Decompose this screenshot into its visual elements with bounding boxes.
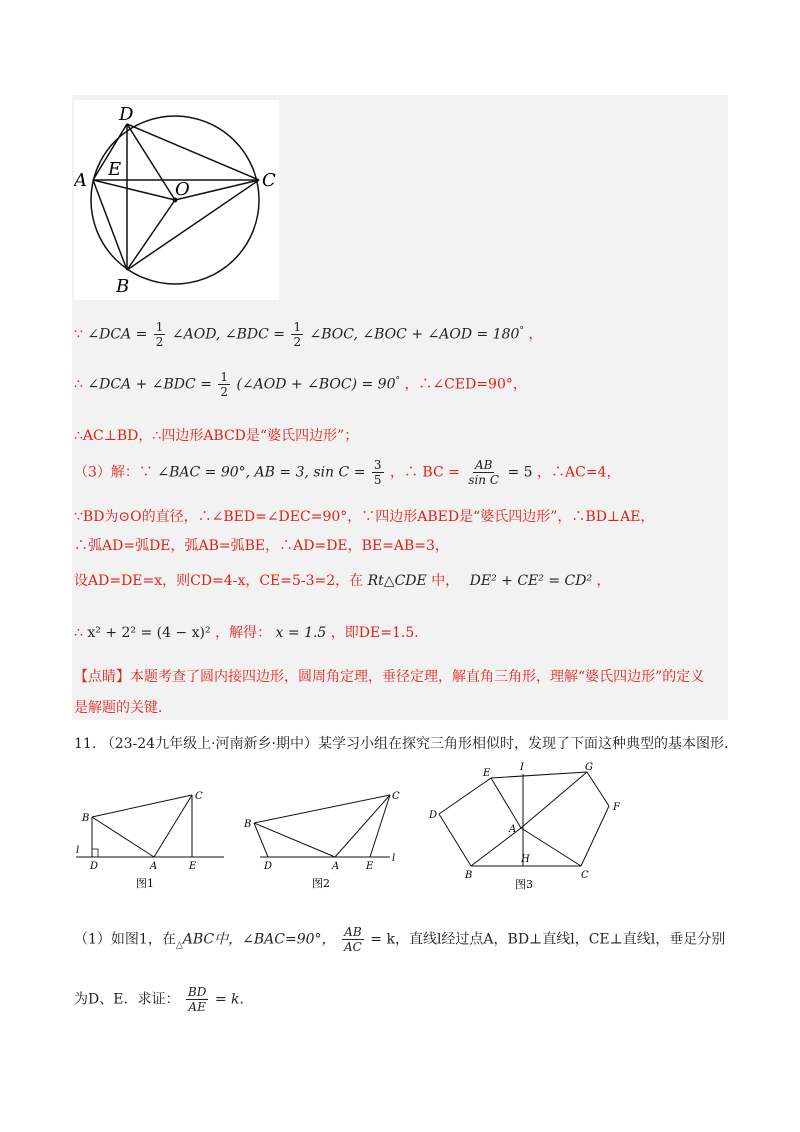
- figure-2: [240, 785, 410, 904]
- svg-text:F: F: [613, 802, 620, 813]
- solution-line-1: ∵ ∠DCA = $\frac{1}{2}$ ∠AOD, ∠BDC = $\frac{1}{2}$ ∠BOC, ∠BOC + ∠AOD = 180° ，: [74, 320, 543, 349]
- question-11-part-1-cont: 为D、E．求证： $\frac{BD}{AE}$ = k.: [74, 985, 244, 1014]
- svg-text:D: D: [90, 861, 99, 872]
- since-symbol: ∵: [74, 326, 83, 343]
- segment-ab: [93, 180, 127, 270]
- fraction-half: $\frac{1}{2}$: [155, 320, 164, 349]
- figure-3: [425, 762, 635, 901]
- figure-3-caption: 图3: [515, 878, 533, 891]
- label-d: D: [119, 104, 134, 125]
- solution-line-5: ∵BD为⊙O的直径，∴∠BED=∠DEC=90°，∵四边形ABED是“婆氏四边形”，∴BD⊥AE，: [74, 509, 655, 525]
- svg-text:l: l: [392, 853, 396, 864]
- figure-1: [72, 785, 232, 904]
- svg-text:D: D: [429, 810, 438, 821]
- svg-text:D: D: [264, 861, 273, 872]
- svg-text:C: C: [195, 791, 203, 802]
- svg-text:C: C: [392, 791, 400, 802]
- fraction-half: $\frac{1}{2}$: [293, 320, 302, 349]
- solution-line-6: ∴弧AD=弧DE，弧AB=弧BE，∴AD=DE，BE=AB=3，: [74, 538, 449, 554]
- comment-line-2: 是解题的关键．: [74, 700, 172, 716]
- label-b: B: [116, 276, 130, 297]
- segment-ao: [93, 180, 175, 200]
- figure-1-caption: 图1: [136, 877, 154, 890]
- solution-line-2: ∴ ∠DCA + ∠BDC = $\frac{1}{2}$ (∠AOD + ∠BOC) = 90° ，∴∠CED=90°，: [74, 370, 527, 399]
- formula-part: ∠DCA =: [87, 326, 148, 343]
- formula-part: ∠BOC, ∠BOC + ∠AOD = 180: [309, 326, 520, 343]
- segment-do: [127, 124, 175, 200]
- svg-text:l: l: [76, 845, 80, 856]
- svg-text:H: H: [521, 854, 530, 865]
- svg-text:G: G: [585, 762, 593, 773]
- svg-text:A: A: [509, 824, 517, 835]
- segment-dc: [127, 124, 259, 180]
- question-11-part-1: （1）如图1，在$_\triangle$ABC中，∠BAC=90°， $\frac{AB}{AC}$ = k，直线l经过点A，BD⊥直线l，CE⊥直线l，垂足分别: [74, 925, 726, 954]
- solution-line-8: ∴ x² + 2² = (4 − x)² ，解得： x = 1.5 ，即DE=1.5．: [74, 625, 429, 641]
- comment-line-1: 【点睛】本题考查了圆内接四边形，圆周角定理，垂径定理，解直角三角形，理解“婆氏四边形”的定义: [74, 669, 705, 685]
- svg-text:B: B: [82, 813, 90, 824]
- svg-text:C: C: [581, 870, 589, 881]
- circle-figure: [74, 100, 279, 300]
- fraction-half: $\frac{1}{2}$: [220, 370, 229, 399]
- svg-text:B: B: [465, 870, 473, 881]
- svg-text:A: A: [332, 861, 340, 872]
- svg-text:A: A: [150, 861, 158, 872]
- figure-2-caption: 图2: [312, 877, 330, 890]
- formula-part: ∠AOD, ∠BDC =: [171, 326, 285, 343]
- label-c: C: [262, 170, 276, 191]
- solution-line-3: ∴AC⊥BD，∴四边形ABCD是“婆氏四边形”；: [74, 428, 359, 444]
- solution-line-7: 设AD=DE=x，则CD=4-x，CE=5-3=2，在 Rt△CDE 中， DE² + CE² = CD² ，: [74, 573, 611, 589]
- solution-line-4: （3）解：∵ ∠BAC = 90°, AB = 3, sin C = $\frac{3}{5}$ ，∴ BC = $\frac{AB}{\text{sin C}}$ = 5 ，∴AC=4，: [74, 458, 621, 487]
- label-a: A: [74, 170, 87, 191]
- question-11-stem: 11. （23-24九年级上·河南新乡·期中）某学习小组在探究三角形相似时，发现了下面这种典型的基本图形．: [74, 736, 738, 752]
- svg-text:B: B: [244, 819, 252, 830]
- svg-text:E: E: [366, 861, 374, 872]
- segment-bo: [127, 200, 175, 270]
- circle-figure-svg: [74, 100, 279, 300]
- label-o: O: [175, 179, 190, 200]
- label-e: E: [108, 159, 122, 180]
- comment-tag: 【点睛】: [74, 669, 130, 685]
- svg-text:I: I: [520, 762, 524, 773]
- svg-text:E: E: [483, 768, 491, 779]
- svg-text:E: E: [189, 861, 197, 872]
